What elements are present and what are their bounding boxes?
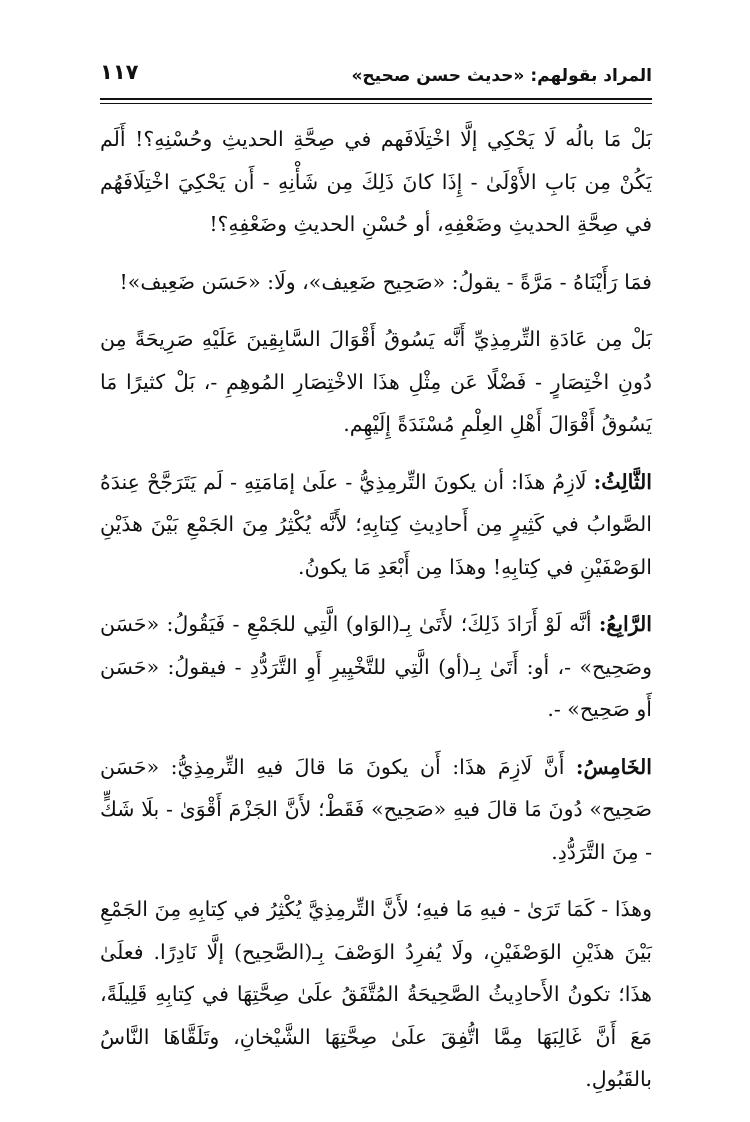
running-title: المراد بقولهم: «حديث حسن صحيح» [351,66,652,86]
page-number: ١١٧ [100,60,139,84]
paragraph-text: فمَا رَأَيْنَاهُ - مَرَّةً - يقولُ: «صَحِيح ضَعِيف»، ولَا: «حَسَن ضَعِيف»! [119,269,652,294]
paragraph [100,118,652,246]
paragraph-lead: الخَامِسُ: [575,754,652,779]
header-rule-thin [100,103,652,104]
paragraph [100,261,652,304]
paragraph-text: بَلْ مِن عَادَةِ التِّرمِذِيِّ أَنَّه يَسُوقُ أَقْوَالَ السَّابِقِينَ عَلَيْهِ صَرِيحَةً مِن دُونِ اخْتِصَارٍ - فَضْلًا عَن مِثْلِ هذَا الاخْتِصَارِ المُوهِمِ -، بَلْ كثيرًا مَا يَسُوقُ أَقْوَالَ أَهْلِ العِلْمِ مُسْنَدَةً إِلَيْهِم. [100,327,652,436]
paragraph-text: أَنَّ لَازِمَ هذَا: أَن يكونَ مَا قالَ فيهِ التِّرمِذِيُّ: «حَسَن صَحِيح» دُونَ مَا قالَ فيهِ «صَحِيح» فَقَطْ؛ لأَنَّ الجَزْمَ أَقْوَىٰ - بلَا شَكٍّ - مِنَ التَّرَدُّدِ. [100,754,652,864]
header-rule-thick [100,98,652,100]
paragraph [100,461,652,589]
paragraph [100,888,652,1101]
paragraph-text: وهذَا - كَمَا تَرَىٰ - فيهِ مَا فيهِ؛ لأَنَّ التِّرمِذِيَّ يُكْثِرُ في كِتابِهِ مِنَ الجَمْعِ بَيْنَ هذَيْنِ الوَصْفَيْنِ، ولَا يُفرِدُ الوَصْفَ بِـ(الصَّحِيح) إلَّا نَادِرًا. فعلَىٰ هذَا؛ تكونُ الأَحادِيثُ الصَّحِيحَةُ المُتَّفَقُ علَىٰ صِحَّتِهَا في كِتابِهِ قَلِيلَةً، مَعَ أَنَّ غَالِبَهَا مِمَّا اتُّفِقَ علَىٰ صِحَّتِهَا الشَّيْخانِ، وتَلَقَّاهَا النَّاسُ بالقَبُولِ. [100,897,653,1091]
page-header [100,58,652,96]
paragraph-text: لَازِمُ هذَا: أن يكونَ التِّرمِذِيُّ - علَىٰ إمَامَتِهِ - لَم يَتَرَجَّحْ عِندَهُ الصَّوابُ في كَثِيرٍ مِن أَحادِيثِ كِتابِهِ؛ لأَنَّه يُكْثِرُ مِنَ الجَمْعِ بَيْنَ هذَيْنِ الوَصْفَيْنِ في كِتابِهِ! وهذَا مِن أَبْعَدِ مَا يكونُ. [100,469,652,579]
body-text [100,118,652,1116]
paragraph [100,746,652,874]
paragraph-text: بَلْ مَا بالُه لَا يَحْكِي إلَّا اخْتِلَافَهم في صِحَّةِ الحديثِ وحُسْنِهِ؟! أَلَم يَكُنْ مِن بَابِ الأَوْلَىٰ - إِذَا كانَ ذَلِكَ مِن شَأْنِهِ - أَن يَحْكِيَ اخْتِلَافَهُم في صِحَّةِ الحديثِ وضَعْفِهِ، أو حُسْنِ الحديثِ وضَعْفِهِ؟! [100,127,652,236]
paragraph-text: أنَّه لَوْ أَرَادَ ذَلِكَ؛ لأَتَىٰ بِـ(الوَاو) الَّتِي للجَمْعِ - فَيَقُولُ: «حَسَن وصَحِيح» -، أو: أَتَىٰ بِـ(أو) الَّتِي للتَّخْيِيرِ أَوِ التَّرَدُّدِ - فيقولُ: «حَسَن أَو صَحِيح» -. [100,612,652,721]
paragraph [100,318,652,446]
paragraph-lead: الثَّالِثُ: [593,469,652,494]
paragraph-lead: الرَّابِعُ: [598,612,652,636]
paragraph [100,603,652,731]
